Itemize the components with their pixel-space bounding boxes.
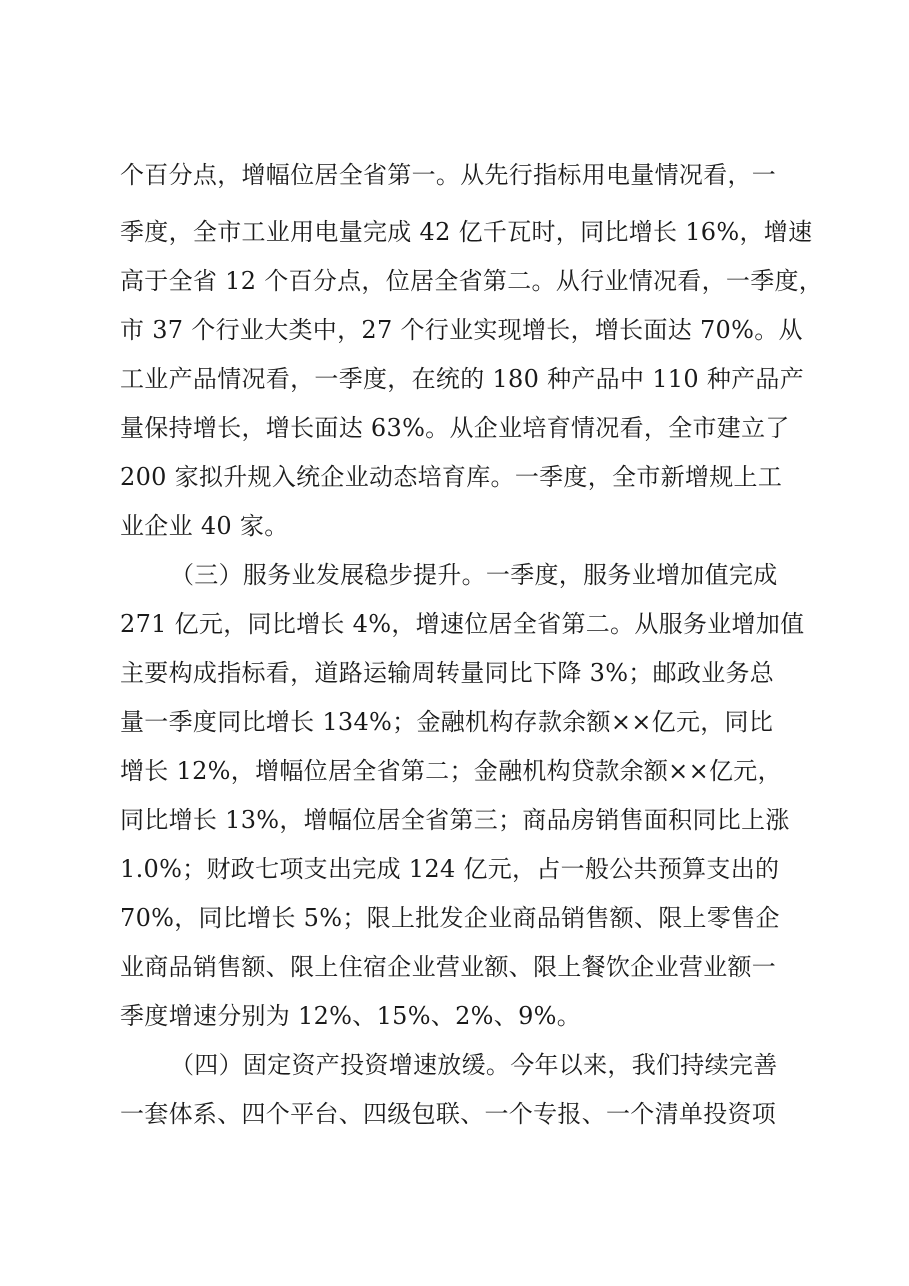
text-line: 1.0%；财政七项支出完成 124 亿元，占一般公共预算支出的: [120, 855, 780, 883]
text-line: 一套体系、四个平台、四级包联、一个专报、一个清单投资项: [120, 1100, 777, 1128]
paragraph-heading-3: （三）服务业发展稳步提升。一季度，服务业增加值完成: [170, 561, 778, 589]
paragraph-heading-4: （四）固定资产投资增速放缓。今年以来，我们持续完善: [170, 1051, 778, 1079]
text-line: 200 家拟升规入统企业动态培育库。一季度，全市新增规上工: [120, 463, 783, 491]
text-line: 季度增速分别为 12%、15%、2%、9%。: [120, 1002, 582, 1030]
text-line: 高于全省 12 个百分点，位居全省第二。从行业情况看，一季度，: [120, 267, 824, 295]
text-line: 同比增长 13%，增幅位居全省第三；商品房销售面积同比上涨: [120, 806, 790, 834]
text-line: 个百分点，增幅位居全省第一。从先行指标用电量情况看，一: [120, 161, 777, 189]
text-line: 市 37 个行业大类中，27 个行业实现增长，增长面达 70%。从: [120, 316, 803, 344]
text-line: 主要构成指标看，道路运输周转量同比下降 3%；邮政业务总: [120, 659, 775, 687]
text-line: 业企业 40 家。: [120, 512, 289, 540]
text-line: 工业产品情况看，一季度，在统的 180 种产品中 110 种产品产: [120, 365, 805, 393]
text-line: 业商品销售额、限上住宿企业营业额、限上餐饮企业营业额一: [120, 953, 777, 981]
text-line: 271 亿元，同比增长 4%，增速位居全省第二。从服务业增加值: [120, 610, 805, 638]
text-line: 70%，同比增长 5%；限上批发企业商品销售额、限上零售企: [120, 904, 780, 932]
text-line: 季度，全市工业用电量完成 42 亿千瓦时，同比增长 16%，增速: [120, 218, 813, 246]
text-line: 量保持增长，增长面达 63%。从企业培育情况看，全市建立了: [120, 414, 790, 442]
text-line: 量一季度同比增长 134%；金融机构存款余额××亿元，同比: [120, 708, 774, 736]
text-line: 增长 12%，增幅位居全省第二；金融机构贷款余额××亿元，: [120, 757, 782, 785]
